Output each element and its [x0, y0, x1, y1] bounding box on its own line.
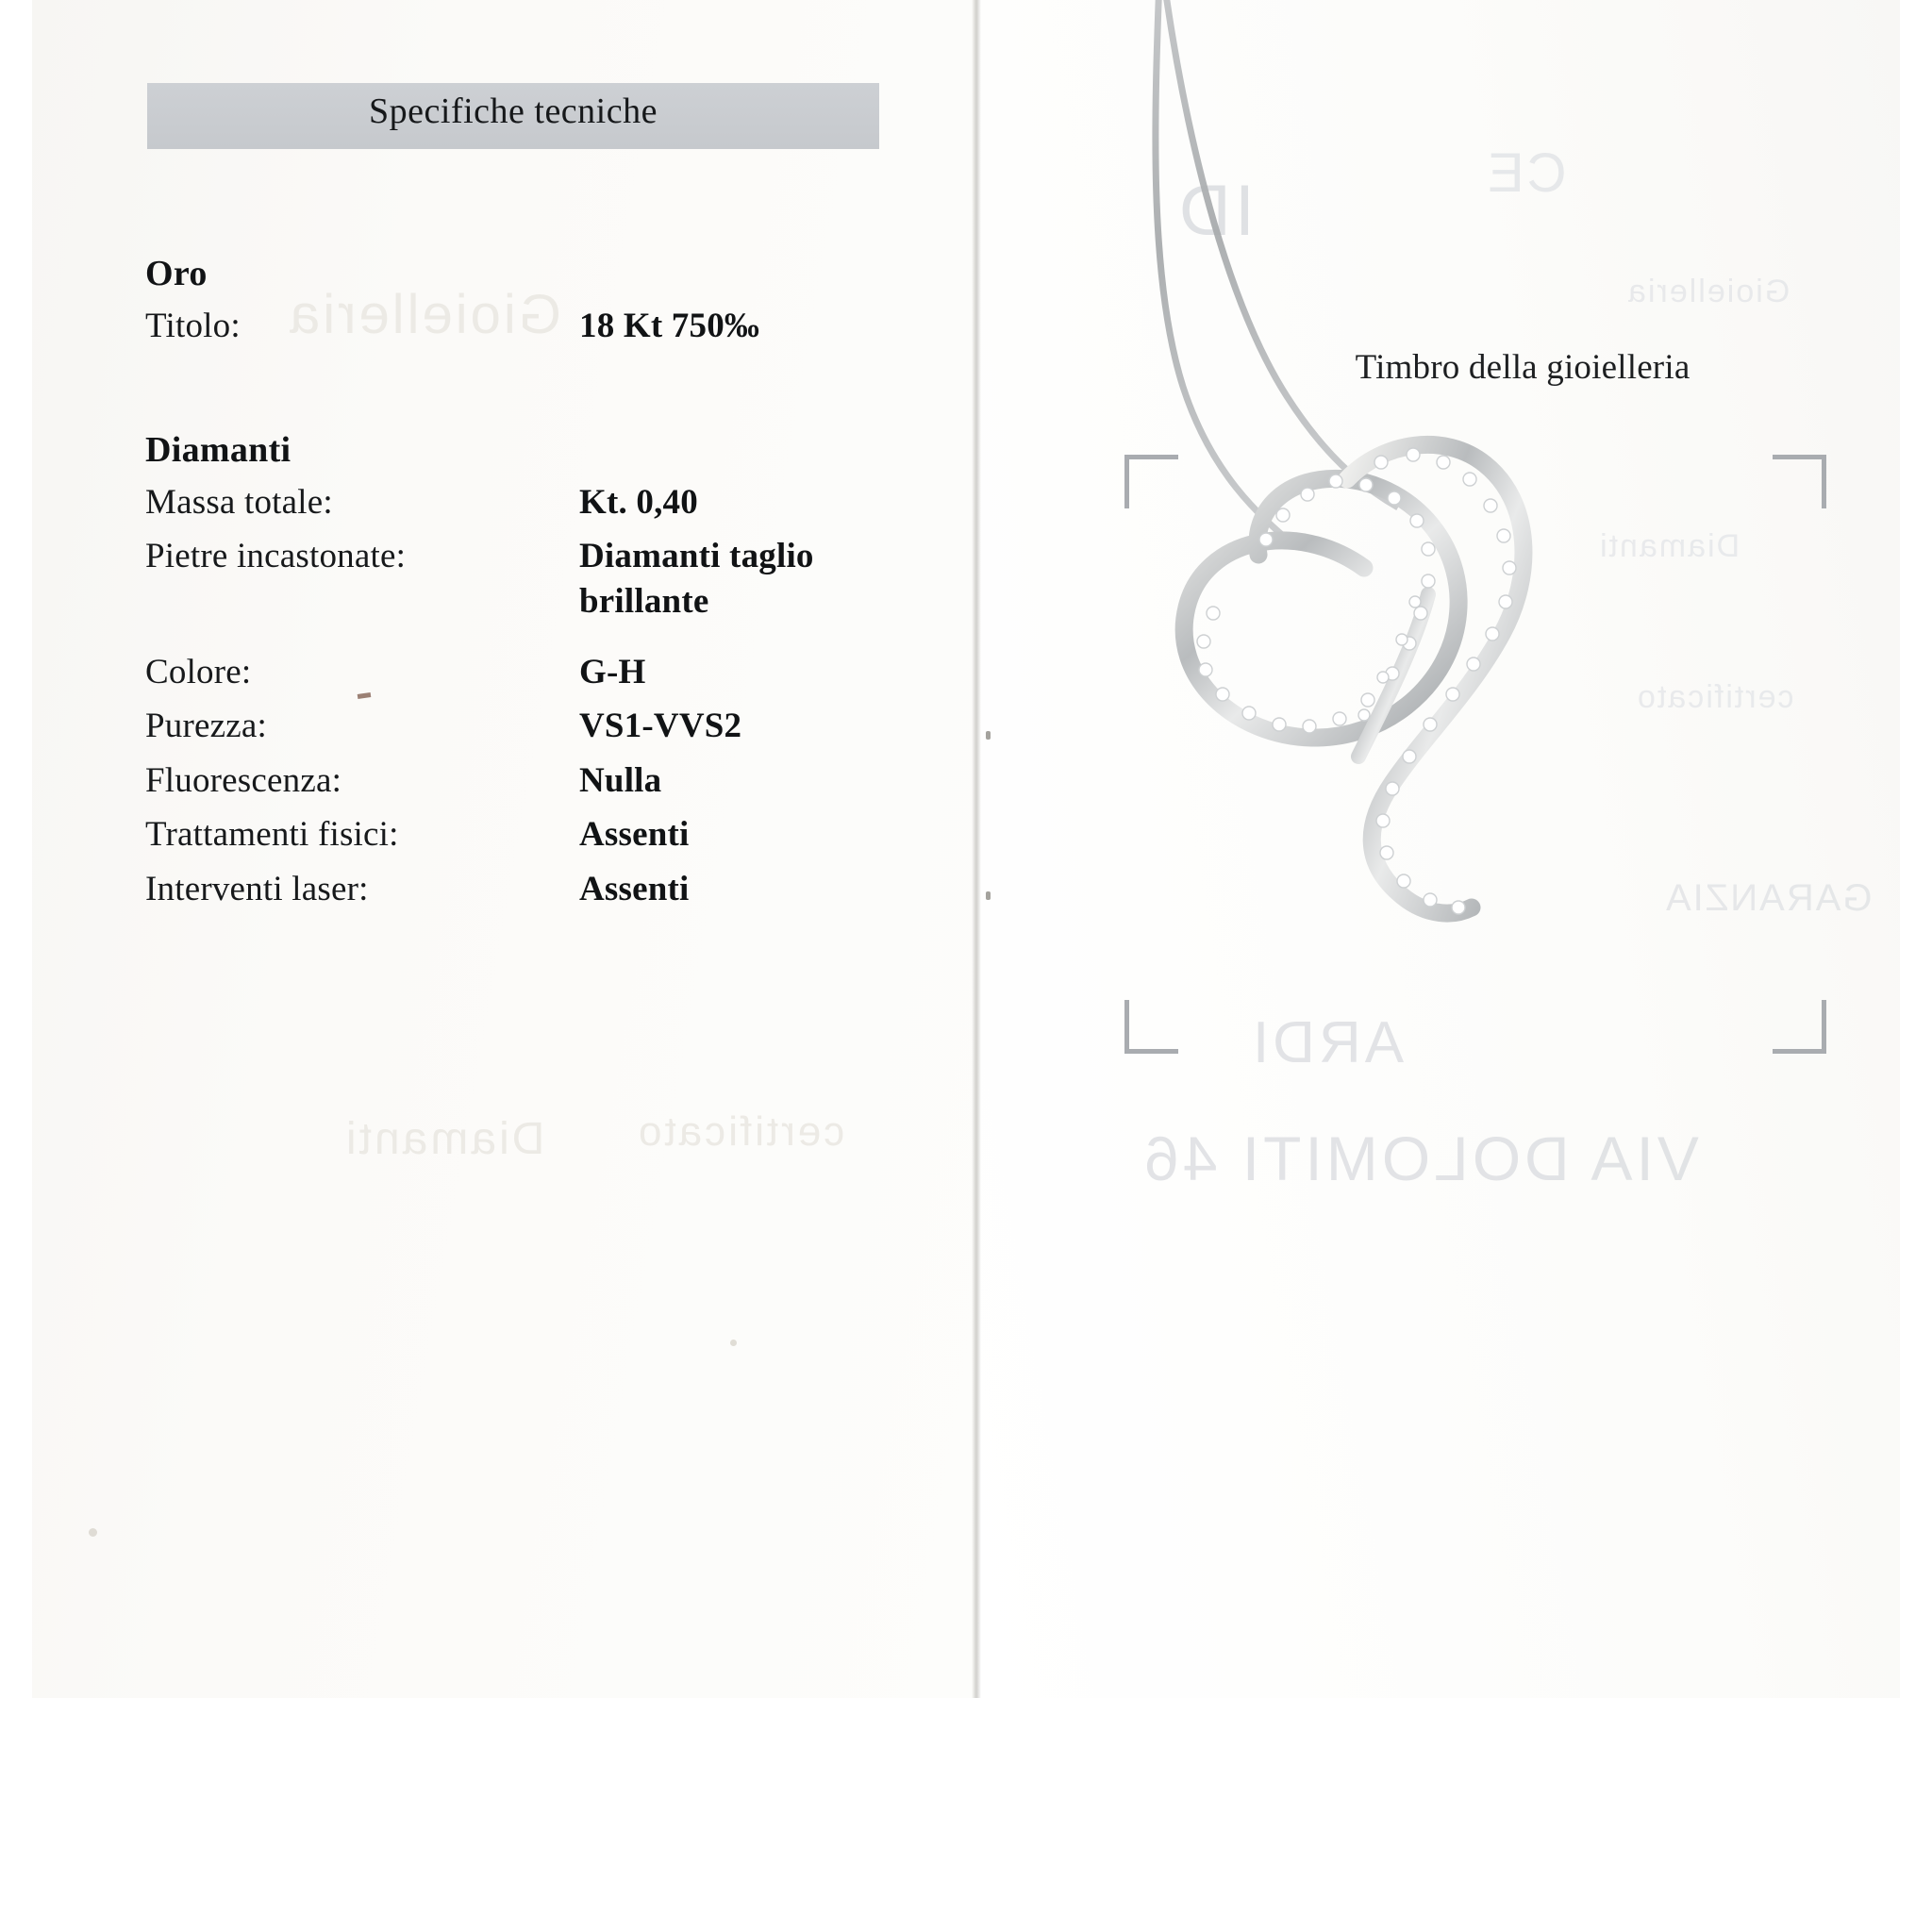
- spec-label-pietre-incastonate: Pietre incastonate:: [145, 537, 407, 576]
- section-title-diamanti: Diamanti: [145, 430, 291, 470]
- scan-bottom-margin: [0, 1698, 1932, 1931]
- chain-right-strand: [1160, 0, 1398, 508]
- gutter-mark-lower: [986, 891, 991, 900]
- spec-value-purezza: VS1-VVS2: [579, 707, 742, 746]
- spec-label-purezza: Purezza:: [145, 707, 267, 746]
- spec-value-titolo: 18 Kt 750‰: [579, 307, 760, 345]
- show-through-text-2: CE: [1485, 142, 1567, 204]
- section-title-oro: Oro: [145, 254, 208, 293]
- chain-left-strand: [1156, 0, 1296, 547]
- spec-label-trattamenti-fisici: Trattamenti fisici:: [145, 815, 399, 855]
- section-diamanti: [145, 429, 938, 911]
- spec-value-pietre-incastonate: Diamanti taglio brillante: [579, 537, 814, 621]
- show-through-text-4: Diamanti: [1598, 528, 1740, 564]
- left-page: [32, 0, 975, 1698]
- spec-label-titolo: Titolo:: [145, 307, 241, 345]
- spec-row-titolo: [145, 304, 938, 348]
- scan-right-margin: [1900, 0, 1932, 1931]
- spec-row-interventi-laser: [145, 867, 938, 911]
- scanned-booklet: [32, 0, 1900, 1698]
- spec-header-title: Specifiche tecniche: [369, 92, 658, 131]
- show-through-text-1: ID: [1175, 171, 1255, 251]
- show-through-text-left-3: certificato: [636, 1108, 845, 1155]
- paper-speck: [89, 1528, 97, 1537]
- spec-value-massa-totale: Kt. 0,40: [579, 483, 698, 522]
- necklace-illustration: [1145, 0, 1862, 1123]
- spec-label-interventi-laser: Interventi laser:: [145, 869, 369, 908]
- spec-row-trattamenti-fisici: [145, 812, 938, 857]
- show-through-text-left-2: Diamanti: [343, 1114, 545, 1164]
- spec-row-purezza: [145, 704, 938, 748]
- spec-row-fluorescenza: [145, 758, 938, 803]
- spec-value-interventi-laser: Assenti: [579, 869, 690, 908]
- jewellery-photo: [1145, 0, 1862, 1123]
- show-through-text-7: ARDI: [1249, 1010, 1405, 1075]
- paper-speck: [730, 1340, 737, 1346]
- show-through-text-5: certificato: [1636, 679, 1794, 715]
- page-gutter: [972, 0, 981, 1698]
- spec-label-massa-totale: Massa totale:: [145, 483, 333, 522]
- spec-label-fluorescenza: Fluorescenza:: [145, 760, 342, 800]
- spec-value-trattamenti-fisici: Assenti: [579, 815, 690, 855]
- spec-value-fluorescenza: Nulla: [579, 760, 662, 800]
- spec-row-colore: [145, 650, 938, 694]
- heart-pendant: [1184, 444, 1524, 913]
- show-through-text-6: GARANZIA: [1664, 877, 1873, 919]
- section-oro: [145, 253, 938, 348]
- stamp-caption: Timbro della gioielleria: [1355, 348, 1690, 387]
- spec-row-massa-totale: [145, 480, 938, 524]
- spec-value-colore: G-H: [579, 653, 646, 692]
- scan-left-margin: [0, 0, 32, 1931]
- spec-label-colore: Colore:: [145, 653, 252, 692]
- show-through-text-3: Gioielleria: [1626, 274, 1790, 309]
- show-through-text-8: VIA DOLOMITI 46: [1141, 1124, 1699, 1193]
- gutter-mark-upper: [986, 731, 991, 740]
- show-through-text-left-1: Gioielleria: [287, 284, 561, 345]
- spec-row-pietre-incastonate: [145, 534, 938, 624]
